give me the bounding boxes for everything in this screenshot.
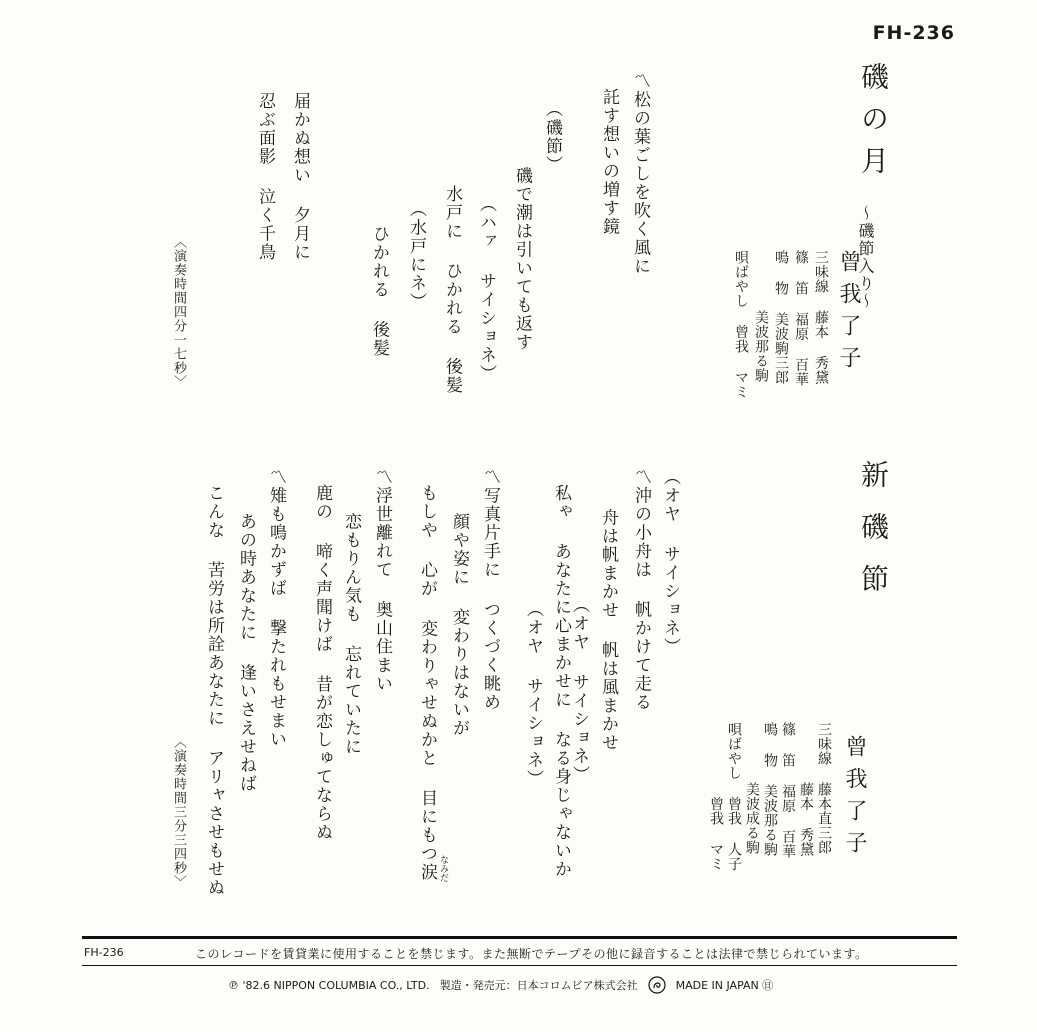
song2-credit-line: 曾我 マミ: [708, 722, 724, 871]
catalog-number-bottom: FH-236: [84, 946, 124, 959]
lyric-line: 舟は帆まかせ 帆は風まかせ: [598, 490, 618, 752]
song1-subtitle: 〜磯節入り〜: [856, 205, 875, 310]
lyric-line: （磯節）: [542, 100, 562, 174]
lyric-line: 忍ぶ面影 泣く千鳥: [255, 92, 275, 262]
song2-credit-line: 三味線 藤本直三郎: [816, 722, 832, 855]
lyric-line: 届かぬ想い 夕月に: [290, 92, 310, 262]
song1-credit-line: 美波那る駒: [753, 250, 769, 383]
lyric-line: こんな 苦労は所詮あなたに アリャさせもせぬ: [204, 484, 224, 897]
rental-warning: このレコードを賃貸業に使用することを禁じます。また無断でテープその他に録音することは法律で禁じられています。: [195, 947, 868, 961]
lyric-line: あの時あなたに 逢いさえせねば: [236, 494, 256, 793]
lyric-line: （オヤ サイショネ）: [569, 586, 589, 784]
song2-credit-line: 鳴 物 美波那る駒: [762, 722, 778, 857]
lyric-line: 〽松の葉ごしを吹く風に: [630, 72, 650, 276]
song1-credit-line: 唄ばやし 曾我 マミ: [733, 250, 749, 399]
song2-credit-line: 美波成る駒: [744, 722, 760, 855]
song1-composer: 曾我了子: [836, 250, 861, 378]
lyric-line: もしや 心が 変わりゃせぬかと 目にもつ涙: [417, 484, 437, 882]
song1-credit-line: 篠 笛 福原 百華: [793, 250, 809, 387]
columbia-logo-icon: [648, 976, 666, 994]
lyric-line: 託す想いの増す鏡: [599, 88, 619, 236]
song1-title: 磯の月: [857, 62, 890, 188]
lyric-line: （オヤ サイショネ）: [660, 468, 680, 656]
song2-credit-line: 唄ばやし 曾我 人子: [726, 722, 742, 871]
copyright-notice: ℗ '82.6 NIPPON COLUMBIA CO., LTD.: [228, 978, 430, 992]
catalog-number-top: FH-236: [872, 22, 955, 44]
song2-credit-line: 藤本 秀黛: [798, 722, 814, 857]
footer-rule-top: [82, 936, 957, 939]
lyric-line: 磯で潮は引いても返す: [512, 148, 532, 352]
lyric-line: 水戸に ひかれる 後髪: [442, 185, 462, 395]
ruby-namida: なみだ: [438, 855, 448, 882]
lyric-line: （オヤ サイショネ）: [523, 590, 543, 788]
lyric-line: ひかれる 後髪: [369, 225, 389, 358]
lyric-line: 恋もりん気も 忘れていたに: [341, 494, 361, 756]
lyric-line: 〽沖の小舟は 帆かけて走る: [631, 468, 651, 712]
lyric-line: 〽雉も鳴かずば 撃たれもせまい: [266, 468, 286, 749]
lyric-line: 〽写真片手に つくづく眺め: [480, 468, 500, 712]
lyric-line: 顔や姿に 変わりはないが: [449, 494, 469, 738]
song2-title: 新磯節: [857, 460, 890, 616]
footer-rule-bottom: [82, 965, 957, 966]
lyric-line: 鹿の 啼く声聞けば 昔が恋しゅてならぬ: [312, 484, 332, 842]
song1-credit-line: 鳴 物 美波駒三郎: [773, 250, 789, 385]
lyric-line: （水戸にネ）: [406, 190, 426, 311]
song2-duration: 〈演奏時間三分三四秒〉: [171, 735, 186, 889]
footer-credits: [228, 976, 773, 994]
lyric-line: （ハァ サイショネ）: [476, 185, 496, 383]
song1-duration: 〈演奏時間四分一七秒〉: [171, 235, 186, 389]
song2-credit-line: 篠 笛 福原 百華: [780, 722, 796, 859]
manufacturer: 製造・発売元：日本コロムビア株式会社: [439, 979, 638, 992]
lyric-line: 〽浮世離れて 奥山住まい: [372, 468, 392, 693]
lyric-line: 私ゃ あなたに心まかせに なる身じゃないか: [551, 484, 571, 879]
made-in-japan: MADE IN JAPAN ㊐: [675, 979, 774, 992]
song1-credit-line: 三味線 藤本 秀黛: [813, 250, 829, 385]
song2-composer: 曾我了子: [842, 735, 867, 863]
